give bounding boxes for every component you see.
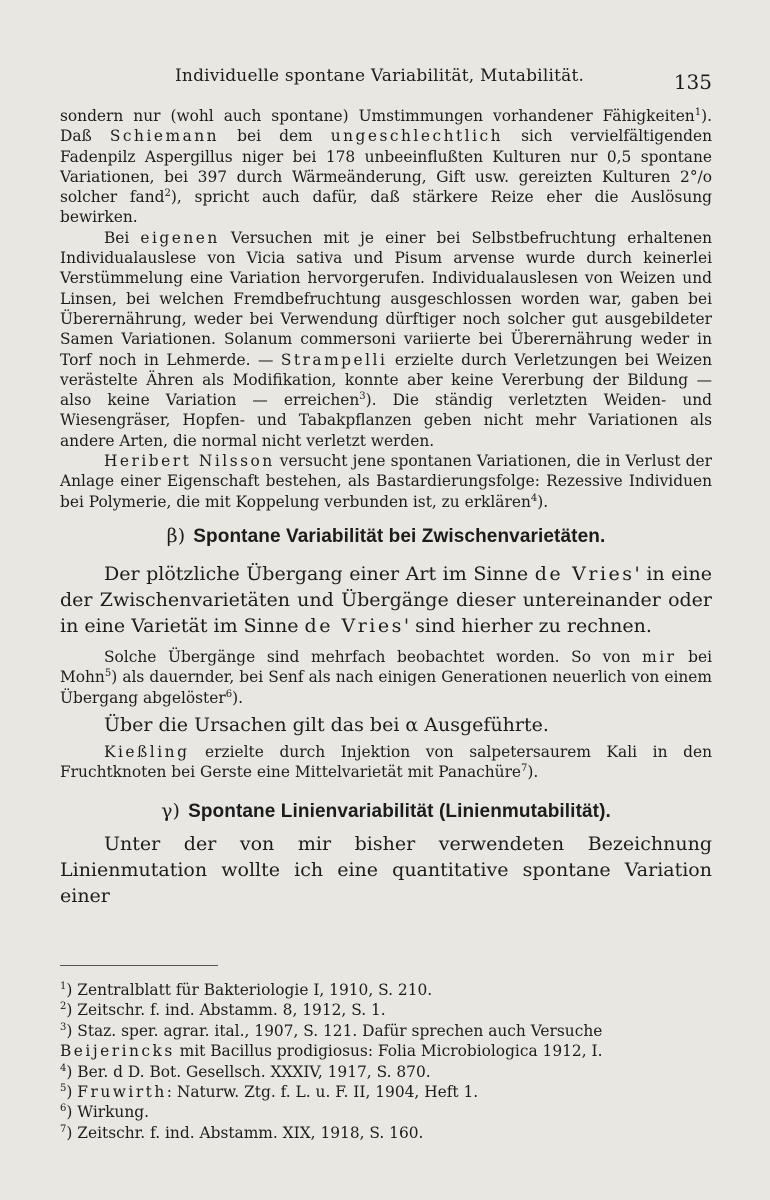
- emphasis: eigenen: [140, 228, 220, 247]
- paragraph-3: Heribert Nilsson versucht jene spontanen Variationen, die in Verlust der Anlage einer Eigenschaft bestehen, als Bastardierungsfolge: Rezessive Individuen bei Polymerie, die mit Koppelung verbunden ist, zu erklären$^4$).: [60, 452, 712, 511]
- emphasis: mir: [642, 647, 677, 666]
- paragraph-8: Unter der von mir bisher verwendeten Bezeichnung Linienmutation wollte ich eine quantitative spontane Variation einer: [60, 833, 712, 908]
- footnotes: [60, 980, 712, 1143]
- footnote: $^1$) Zentralblatt für Bakteriologie I, 1910, S. 210.: [60, 980, 433, 999]
- author-name: Beijerincks: [60, 1042, 175, 1061]
- author-name: Heribert Nilsson: [104, 452, 275, 471]
- footnote-ref: 6: [225, 688, 233, 700]
- author-name: Fruwirth: [77, 1083, 167, 1102]
- emphasis: ungeschlechtlich: [330, 127, 504, 146]
- footnote: $^4$) Ber. d D. Bot. Gesellsch. XXXIV, 1917, S. 870.: [60, 1062, 431, 1081]
- running-head: Individuelle spontane Variabilität, Mutabilität.: [175, 66, 585, 86]
- author-name: de Vries: [304, 614, 404, 637]
- footnote-ref: 5: [104, 668, 112, 680]
- footnote: $^2$) Zeitschr. f. ind. Abstamm. 8, 1912, S. 1.: [60, 1001, 386, 1020]
- paragraph-4: Der plötzliche Übergang einer Art im Sinne de Vries' in eine der Zwischenvarietäten und Übergänge dieser untereinander oder in eine Varietät im Sinne de Vries' sind hierher zu rechnen.: [60, 562, 712, 637]
- page-header: [60, 60, 712, 94]
- paragraph-7: Kießling erzielte durch Injektion von salpetersaurem Kali in den Fruchtknoten bei Gerste eine Mittelvarietät mit Panachüre$^7$).: [60, 742, 712, 782]
- plant-name: Mohn: [60, 668, 105, 687]
- footnote-ref: 1: [694, 106, 702, 118]
- footnote-ref: 7: [521, 763, 528, 774]
- footnote-rule: [60, 965, 218, 966]
- footnote: $^6$) Wirkung.: [60, 1103, 150, 1122]
- author-name: Schiemann: [109, 127, 220, 146]
- paragraph-6: Über die Ursachen gilt das bei α Ausgeführte.: [104, 713, 549, 736]
- footnote: $^5$) Fruwirth: Naturw. Ztg. f. L. u. F. II, 1904, Heft 1.: [60, 1082, 479, 1102]
- footnote-ref: 3: [359, 391, 366, 403]
- footnote-ref: 4: [530, 492, 538, 504]
- page-number: 135: [673, 70, 712, 94]
- author-name: de Vries: [534, 562, 635, 585]
- paragraph-2: Bei eigenen Versuchen mit je einer bei Selbstbefruchtung erhaltenen Individualauslese von Vicia sativa und Pisum arvense wurde durch keinerlei Verstümmelung eine Variation hervorgerufen. Individualauslesen von Weizen und Linsen, bei welchen Fremdbefruchtung ausgeschlossen worden war, gaben bei Überernährung, weder bei Verwendung dürftiger noch solcher gut ausgebildeter Samen Variationen. Solanum commersoni variierte bei Überernährung weder in Torf noch in Lehmerde. — Strampelli erzielte durch Verletzungen bei Weizen verästelte Ähren als Modifikation, konnte aber keine Vererbung der Bildung — also keine Variation — erreichen$^3$). Die ständig verletzten Weiden- und Wiesengräser, Hopfen- und Tabakpflanzen geben nicht mehr Variationen als andere Arten, die normal nicht verletzt werden.: [60, 228, 713, 450]
- author-name: Kießling: [104, 742, 190, 761]
- footnote: $^7$) Zeitschr. f. ind. Abstamm. XIX, 1918, S. 160.: [60, 1123, 424, 1142]
- footnote-ref: 2: [164, 188, 171, 200]
- footnote-continuation: Beijerincks mit Bacillus prodigiosus: Folia Microbiologica 1912, I.: [60, 1042, 603, 1061]
- section-heading-gamma: γ) Spontane Linienvariabilität (Linienmutabilität).: [161, 800, 611, 823]
- author-name: Strampelli: [280, 350, 388, 369]
- body-text: [60, 106, 712, 909]
- paragraph-5: Solche Übergänge sind mehrfach beobachtet worden. So von mir bei Mohn$^5$) als dauernder, bei Senf als nach einigen Generationen neuerlich von einem Übergang abgelöster$^6$).: [60, 647, 713, 707]
- section-heading-beta: β) Spontane Variabilität bei Zwischenvarietäten.: [166, 524, 606, 547]
- paragraph-1: sondern nur (wohl auch spontane) Umstimmungen vorhandener Fähigkeiten$^1$). Daß Schiemann bei dem ungeschlechtlich sich vervielfältigenden Fadenpilz Aspergillus niger bei 178 unbeeinflußten Kulturen nur 0,5 spontane Variationen, bei 397 durch Wärmeänderung, Gift usw. gereizten Kulturen 2°/o solcher fand$^2$), spricht auch dafür, daß stärkere Reize eher die Auslösung bewirken.: [60, 106, 712, 227]
- footnote: $^3$) Staz. sper. agrar. ital., 1907, S. 121. Dafür sprechen auch Versuche: [60, 1021, 603, 1040]
